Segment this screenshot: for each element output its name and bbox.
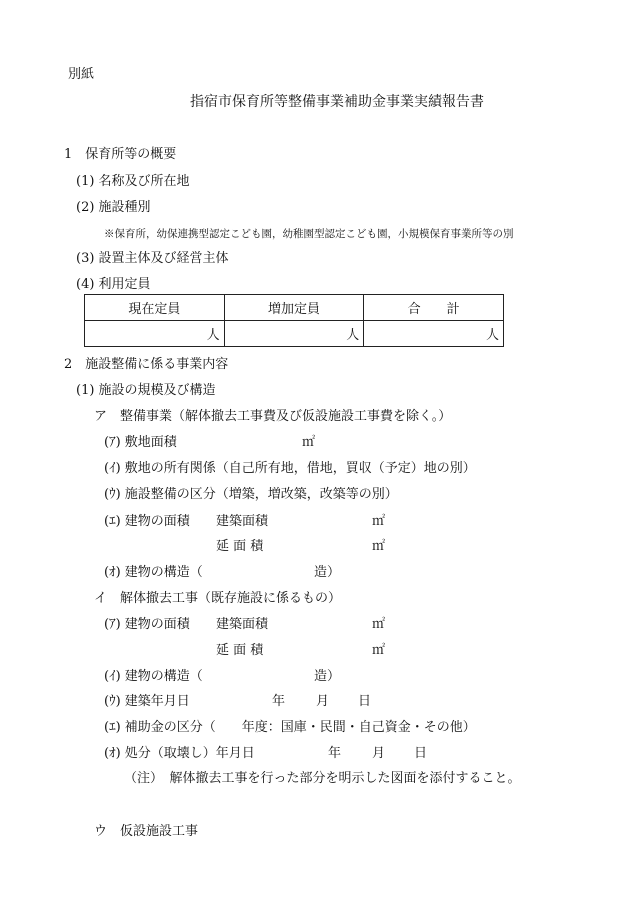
- a-floor-area-unit: ㎡: [372, 539, 386, 554]
- item-scale-structure: (1) 施設の規模及び構造: [76, 383, 216, 398]
- a-work-category: (ｳ) 施設整備の区分（増築，増改築，改築等の別）: [104, 487, 398, 502]
- b-demolition-year: 年: [328, 746, 342, 761]
- b-demolition-month: 月: [372, 746, 386, 761]
- capacity-table-header-row: [85, 295, 504, 321]
- b-floor-area-unit: ㎡: [372, 643, 386, 658]
- document-title: 指宿市保育所等整備事業補助金事業実績報告書: [190, 94, 484, 110]
- section-2-heading: 2 施設整備に係る事業内容: [64, 357, 229, 372]
- b-construction-year: 年: [272, 694, 286, 709]
- a-site-area-label: (ｱ) 敷地面積: [104, 435, 177, 450]
- a-building-area-label: (ｴ) 建物の面積: [104, 514, 190, 529]
- capacity-value-current: 人: [85, 321, 225, 347]
- capacity-value-increase: 人: [224, 321, 364, 347]
- b-demolition-day: 日: [414, 746, 428, 761]
- capacity-value-total: 人: [364, 321, 504, 347]
- b-construction-day: 日: [358, 694, 372, 709]
- b-construction-month: 月: [316, 694, 330, 709]
- b-building-area-label: (ｱ) 建物の面積: [104, 617, 190, 632]
- attachment-label: 別紙: [68, 67, 95, 82]
- sub-b-heading: イ 解体撤去工事（既存施設に係るもの）: [94, 591, 342, 606]
- a-site-area-unit: ㎡: [302, 435, 316, 450]
- section-1-heading: 1 保育所等の概要: [64, 147, 177, 162]
- item-founder-operator: (3) 設置主体及び経営主体: [76, 251, 229, 266]
- a-structure-end: 造）: [314, 565, 341, 580]
- b-building-coverage-unit: ㎡: [372, 617, 386, 632]
- a-floor-area-label: 延 面 積: [216, 539, 264, 554]
- b-note: （注） 解体撤去工事を行った部分を明示した図面を添付すること。: [124, 771, 521, 786]
- b-subsidy-category: (ｴ) 補助金の区分（ 年度：国庫・民間・自己資金・その他）: [104, 720, 476, 735]
- b-structure-end: 造）: [314, 669, 341, 684]
- capacity-header-current: 現在定員: [85, 295, 225, 321]
- facility-type-note: ※保育所，幼保連携型認定こども園，幼稚園型認定こども園，小規模保育事業所等の別: [104, 228, 514, 240]
- b-demolition-date-label: (ｵ) 処分（取壊し）年月日: [104, 746, 255, 761]
- capacity-table-value-row: [85, 321, 504, 347]
- capacity-header-increase: 増加定員: [224, 295, 364, 321]
- a-structure-label: (ｵ) 建物の構造（: [104, 565, 203, 580]
- a-site-ownership: (ｲ) 敷地の所有関係（自己所有地，借地，買収（予定）地の別）: [104, 461, 476, 476]
- capacity-table: [84, 294, 504, 347]
- sub-c-heading: ウ 仮設施設工事: [94, 824, 199, 839]
- item-capacity: (4) 利用定員: [76, 277, 151, 292]
- item-facility-type: (2) 施設種別: [76, 200, 151, 215]
- sub-a-heading: ア 整備事業（解体撤去工事費及び仮設施設工事費を除く。）: [94, 409, 452, 424]
- a-building-coverage-unit: ㎡: [372, 514, 386, 529]
- a-building-coverage-label: 建築面積: [216, 514, 269, 529]
- b-structure-label: (ｲ) 建物の構造（: [104, 669, 203, 684]
- b-building-coverage-label: 建築面積: [216, 617, 269, 632]
- capacity-header-total: 合 計: [364, 295, 504, 321]
- b-construction-date-label: (ｳ) 建築年月日: [104, 694, 190, 709]
- b-floor-area-label: 延 面 積: [216, 643, 264, 658]
- item-name-address: (1) 名称及び所在地: [76, 174, 190, 189]
